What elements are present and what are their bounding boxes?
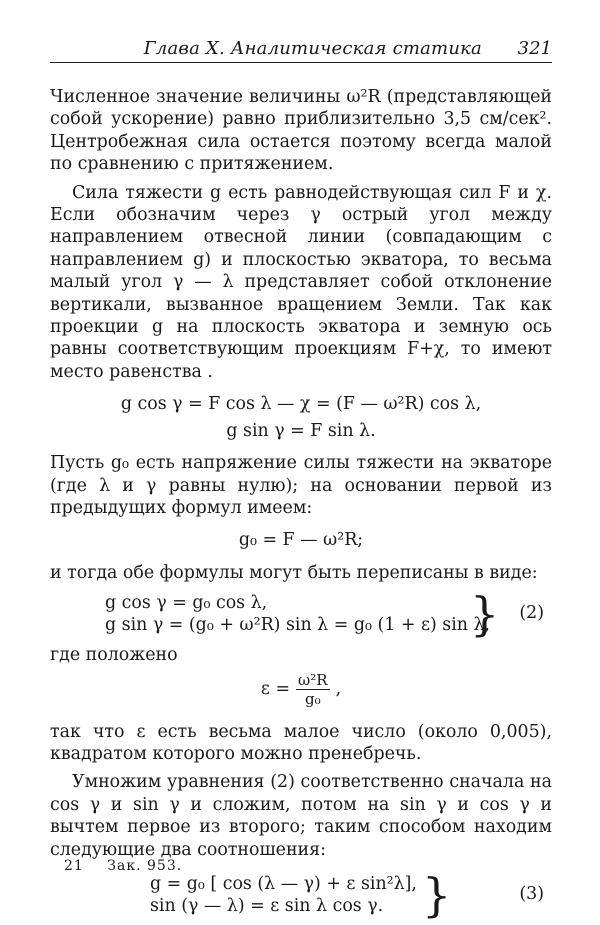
running-header bbox=[50, 34, 552, 63]
right-brace: } bbox=[422, 867, 452, 922]
system-2-lines bbox=[105, 587, 500, 642]
paragraph-6: так что ε есть весьма малое число (около 0,005), квадратом которого можно пренебречь. bbox=[50, 721, 552, 764]
equation-label-2: (2) bbox=[519, 603, 544, 624]
epsilon-lhs: ε = bbox=[260, 678, 291, 699]
chapter-title: Глава X. Аналитическая статика bbox=[143, 38, 482, 59]
right-brace: } bbox=[470, 587, 500, 642]
system-3-lines bbox=[150, 873, 417, 917]
equation-system-3 bbox=[50, 867, 552, 922]
formula-g0 bbox=[50, 529, 552, 551]
page-body bbox=[50, 86, 552, 925]
equation-label-3: (3) bbox=[519, 883, 544, 904]
formula-gravity-projections bbox=[50, 393, 552, 442]
sheet-number: 21 bbox=[64, 858, 84, 874]
order-number: Зак. 953. bbox=[107, 858, 183, 874]
system-3-line-2: sin (γ — λ) = ε sin λ cos γ. bbox=[150, 895, 384, 916]
formula-epsilon bbox=[50, 671, 552, 717]
system-2-line-2: g sin γ = (g₀ + ω²R) sin λ = g₀ (1 + ε) sin λ, bbox=[105, 615, 491, 636]
fraction-denominator: g₀ bbox=[304, 689, 321, 708]
system-3-line-1: g = g₀ [ cos (λ — γ) + ε sin²λ], bbox=[150, 873, 417, 894]
fraction bbox=[296, 671, 330, 708]
formula-line-cos: g cos γ = F cos λ — χ = (F — ω²R) cos λ, bbox=[120, 394, 482, 415]
paragraph-7: Умножим уравнения (2) соответственно сначала на cos γ и sin γ и сложим, потом на sin γ и cos γ и вычтем первое из второго; таким способом находим следующие два соотношения: bbox=[50, 772, 552, 860]
epsilon-tail: , bbox=[335, 678, 342, 699]
paragraph-1: Численное значение величины ω²R (представляющей собой ускорение) равно приблизительно 3,5 см/сек². Центробежная сила остается поэтому всегда малой по сравнению с притяжением. bbox=[50, 87, 552, 175]
system-2-line-1: g cos γ = g₀ cos λ, bbox=[105, 593, 268, 614]
paragraph-5: где положено bbox=[50, 645, 178, 666]
paragraph-4: и тогда обе формулы могут быть переписаны в виде: bbox=[50, 562, 538, 583]
formula-line-sin: g sin γ = F sin λ. bbox=[226, 420, 376, 441]
equation-system-2 bbox=[50, 587, 552, 642]
formula-g0-line: g₀ = F — ω²R; bbox=[238, 530, 364, 551]
fraction-numerator: ω²R bbox=[298, 670, 328, 689]
epsilon-fraction bbox=[261, 671, 341, 708]
paragraph-3: Пусть g₀ есть напряжение силы тяжести на экваторе (где λ и γ равны нулю); на основании первой из предыдущих формул имеем: bbox=[50, 453, 552, 518]
page-number: 321 bbox=[517, 38, 552, 59]
printer-signature bbox=[64, 858, 200, 874]
paragraph-2: Сила тяжести g есть равнодействующая сил F и χ. Если обозначим через γ острый угол между направлением отвесной линии (совпадающим с направлением g) и плоскостью экватора, то весьма малый угол γ — λ представляет собой отклонение вертикали, вызванное вращением Земли. Так как проекции g на плоскость экватора и земную ось равны соответствующим проекциям F+χ, то имеют место равенства . bbox=[50, 182, 552, 382]
